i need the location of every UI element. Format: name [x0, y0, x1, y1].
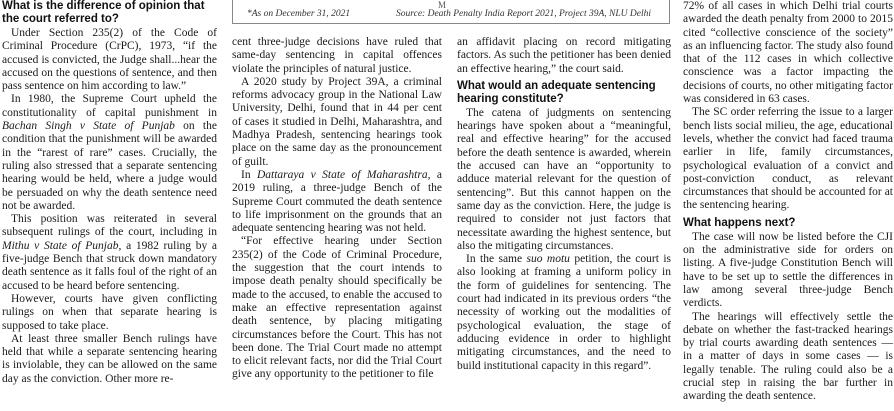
paragraph: Under Section 235(2) of the Code of Criminal Procedure (CrPC), 1973, “if the accused is convicted, the Judge shall...hear the accused on the questions of sentence, and then pass sentence on him according to law.”: [2, 27, 217, 93]
chart-footnote: *As on December 31, 2021: [247, 9, 351, 19]
chart-source: Source: Death Penalty India Report 2021, Project 39A, NLU Delhi: [396, 9, 651, 19]
paragraph: In 1980, the Supreme Court upheld the constitutionality of capital punishment in Bachan Singh v State of Punjab on the condition that the punishment will be awarded in the “rarest of rare” cases. Crucially, the ruling also stressed that a separate sentencing hearing would be held, where a judge would be persuaded on why the death sentence need not be awarded.: [2, 93, 217, 212]
paragraph: In the same suo motu petition, the court is also looking at framing a uniform policy in the form of guidelines for sentencing. The court had indicated in its previous orders “the necessity of working out the modalities of psychological evaluation, the stage of adducing evidence in order to highlight mitigating circumstances, and the need to build institutional capacity in this regard”.: [457, 253, 671, 372]
paragraph: cent three-judge decisions have ruled that same-day sentencing in capital offences violate the principles of natural justice.: [232, 36, 442, 75]
paragraph: In Dattaraya v State of Maharashtra, a 2019 ruling, a three-judge Bench of the Supreme Court commuted the death sentence to life imprisonment on the grounds that an adequate sentencing hearing was not held.: [232, 168, 442, 235]
case-name: Dattaraya v State of Maharashtra: [256, 168, 428, 181]
paragraph: The catena of judgments on sentencing hearings have spoken about a “meaningful, real and effective hearing” for the accused before the death sentence is awarded, wherein the accused can have an “opportunity to adduce material relevant for the question of sentencing”. But this cannot happen on the same day as the conviction. Here, the judge is required to consider not just factors that necessitate awarding the highest sentence, but also the mitigating circumstances.: [457, 106, 671, 252]
section-heading-adequate-hearing: What would an adequate sentencing hearing constitute?: [457, 79, 656, 105]
paragraph: The case will now be listed before the CJI on the administrative side for orders on listing. A five-judge Constitution Bench will have to be set up to settle the differences in law among several three-judge Bench verdicts.: [683, 230, 893, 310]
case-name: Mithu v State of Punjab: [2, 239, 119, 252]
clipped-text-fragment: M: [438, 0, 447, 10]
section-heading-what-happens-next: What happens next?: [683, 216, 796, 229]
paragraph: an affidavit placing on record mitigating factors. As such the petitioner has been denied an effective hearing,” the court said.: [457, 36, 671, 75]
article-column-4: [683, 0, 893, 404]
paragraph: At least three smaller Bench rulings have held that while a separate sentencing hearing is inviolable, they can be allowed on the same day as the conviction. Other more re-: [2, 332, 217, 385]
article-column-3: [457, 36, 671, 373]
paragraph: The SC order referring the issue to a larger bench lists social milieu, the age, educational levels, whether the convict had faced trauma earlier in life, family circumstances, psychological evaluation of a convict and post-conviction conduct, as relevant circumstances that should be accounted for at the sentencing hearing.: [683, 106, 893, 212]
legal-term: suo motu: [526, 253, 570, 266]
paragraph: The hearings will effectively settle the debate on whether the fast-tracked hearings by trial courts awarding death sentences — in a matter of days in some cases — is legally tenable. The ruling could also be a crucial step in raising the bar further in awarding the death sentence.: [683, 310, 893, 403]
paragraph: “For effective hearing under Section 235(2) of the Code of Criminal Procedure, the suggestion that the court intends to impose death penalty should specifically be made to the accused, to enable the accused to make an effective representation against death sentence, by placing mitigating circumstances before the Court. This has not been done. The Trial Court made no attempt to elicit relevant facts, nor did the Trial Court give any opportunity to the petitioner to file: [232, 235, 442, 381]
paragraph: 72% of all cases in which Delhi trial courts awarded the death penalty from 2000 to 2015 cited “collective conscience of the society” as an influencing factor. The study also found that of the 112 cases in which collective conscience was a factor impacting the decisions of courts, no other mitigating factor was considered in 63 cases.: [683, 0, 893, 106]
chart-source-box: [232, 0, 670, 24]
paragraph: However, courts have given conflicting rulings on when that separate hearing is supposed to take place.: [2, 292, 217, 332]
article-column-1: [2, 0, 217, 386]
section-heading-difference-of-opinion: What is the difference of opinion that the court referred to?: [2, 0, 205, 25]
paragraph: A 2020 study by Project 39A, a criminal reforms advocacy group in the National Law University, Delhi, found that in 44 per cent of cases it studied in Delhi, Maharashtra, and Madhya Pradesh, sentencing hearings took place on the same day as the pronouncement of guilt.: [232, 75, 442, 168]
case-name: Bachan Singh v State of Punjab: [2, 120, 175, 133]
article-column-2: [232, 36, 442, 382]
paragraph: This position was reiterated in several subsequent rulings of the court, including in Mithu v State of Punjab, a 1982 ruling by a five-judge Bench that struck down mandatory death sentence as it falls foul of the right of an accused to be heard before sentencing.: [2, 213, 217, 292]
